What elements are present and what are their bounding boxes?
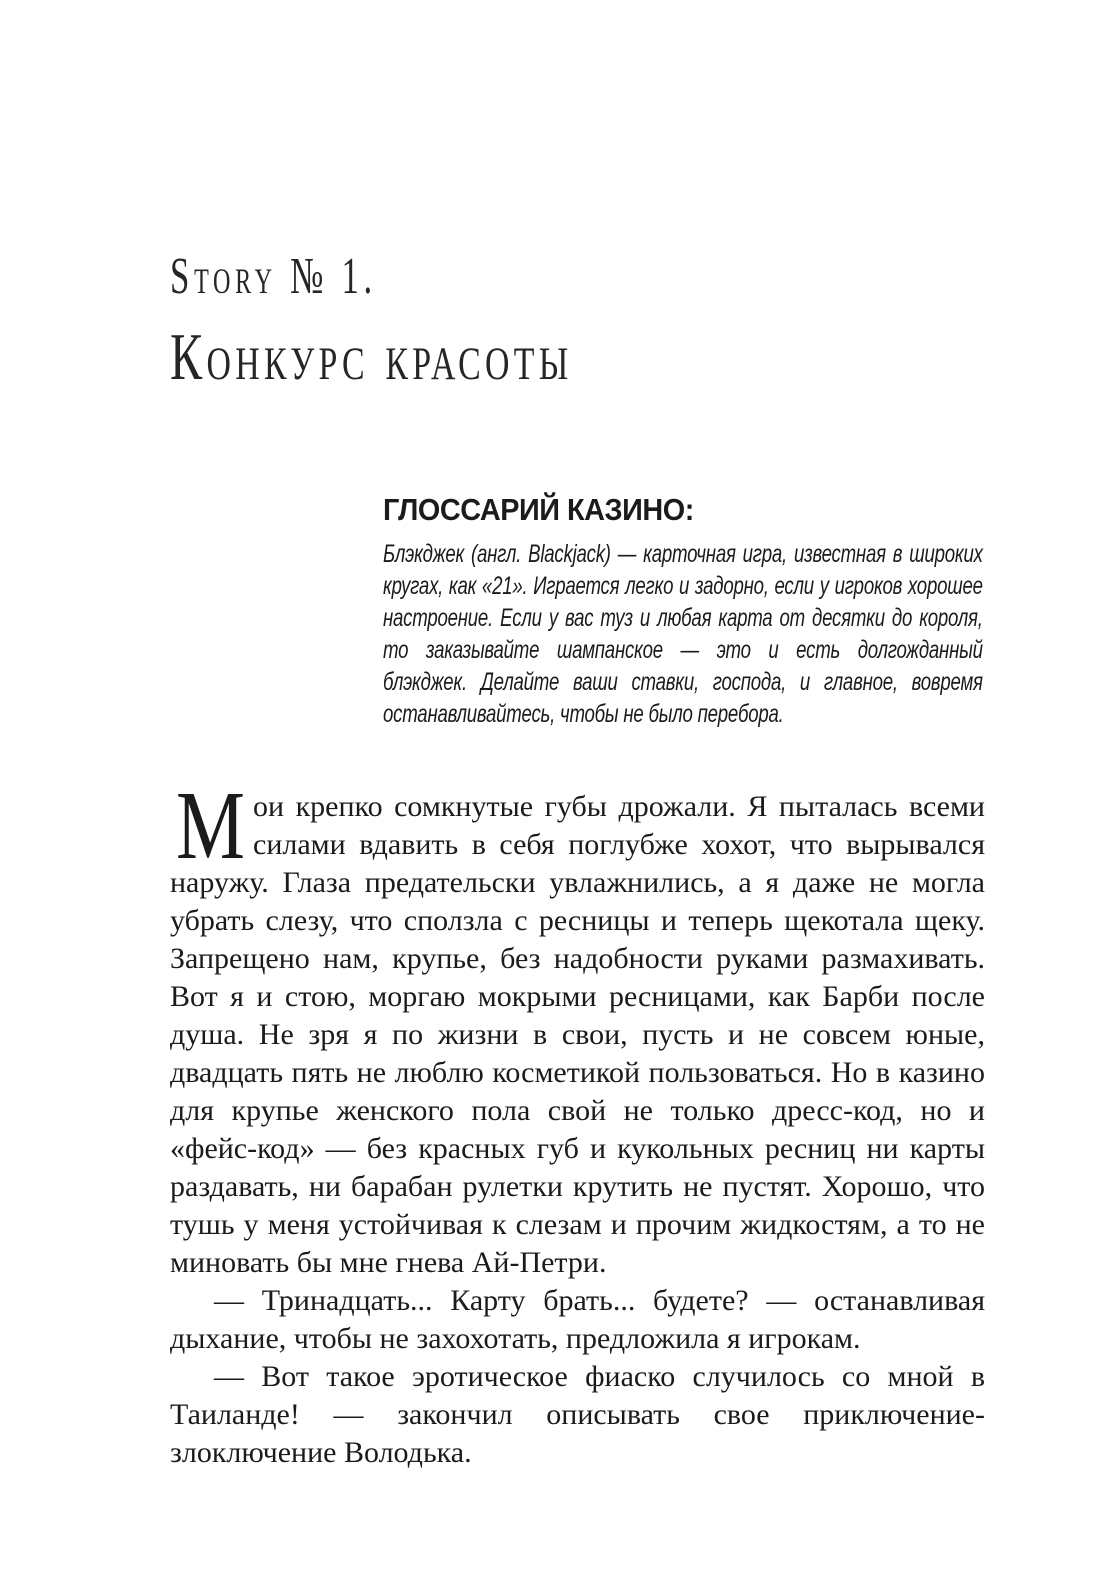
glossary-definition-text: Блэкджек (англ. Blackjack) — карточная игра, известная в широких кругах, как «21». Играется легко и задорно, если у игроков хорошее настроение. Если у вас туз и любая карта от десятки до короля, то заказывайте шампанское — это и есть долгожданный блэкджек. Делайте ваши ставки, господа, и главное, вовремя останавливайтесь, чтобы не было перебора. [383, 539, 983, 728]
chapter-body [170, 771, 985, 1472]
body-paragraph-2: — Тринадцать... Карту брать... будете? — останавливая дыхание, чтобы не захохотать, предложила я игрокам. [170, 1283, 985, 1355]
story-number-label: Story № 1. [170, 248, 377, 305]
glossary-block [383, 491, 985, 730]
body-paragraph-1-text: ои крепко сомкнутые губы дрожали. Я пыталась всеми силами вдавить в себя поглубже хохот, что вырывался наружу. Глаза предательски увлажнились, а я даже не могла убрать слезу, что сползла с ресницы и теперь щекотала щеку. Запрещено нам, крупье, без надобности руками размахивать. Вот я и стою, моргаю мокрыми ресницами, как Барби после душа. Не зря я по жизни в свои, пусть и не совсем юные, двадцать пять не люблю косметикой пользоваться. Но в казино для крупье женского пола свой не только дресс-код, но и «фейс-код» — без красных губ и кукольных ресниц ни карты раздавать, ни барабан рулетки крутить не пустят. Хорошо, что тушь у меня устойчивая к слезам и прочим жидкостям, а то не миновать бы мне гнева Ай-Петри. [170, 789, 985, 1279]
dropcap-letter: М [176, 771, 245, 879]
chapter-title: Конкурс красоты [170, 319, 573, 394]
body-paragraph-3: — Вот такое эротическое фиаско случилось со мной в Таиланде! — закончил описывать свое приключение-злоключение Володька. [170, 1359, 985, 1469]
body-paragraph-1 [170, 771, 985, 1282]
glossary-heading: ГЛОССАРИЙ КАЗИНО: [383, 491, 694, 527]
